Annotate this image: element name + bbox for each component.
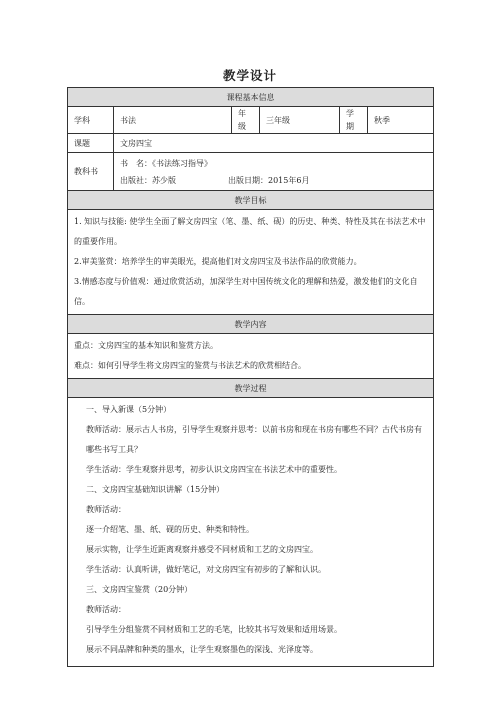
textbook-label: 教科书 — [68, 153, 114, 191]
subject-value: 书法 — [114, 107, 232, 134]
content-header: 教学内容 — [68, 315, 434, 334]
content-item: 难点：如何引导学生将文房四宝的鉴赏与书法艺术的欣赏相结合。 — [74, 361, 306, 370]
process-item: 逐一介绍笔、墨、纸、砚的历史、种类和特性。 — [86, 525, 254, 534]
objective-item: 3.情感态度与价值观：通过欣赏活动，加深学生对中国传统文化的理解和热爱，激发他们的文化自信。 — [74, 277, 418, 306]
grade-label: 年级 — [232, 107, 260, 134]
term-value: 秋季 — [368, 107, 434, 134]
objective-item: 2.审美鉴赏：培养学生的审美眼光，提高他们对文房四宝及书法作品的欣赏能力。 — [74, 257, 362, 266]
process-section-title: 三、文房四宝鉴赏（20分钟） — [86, 585, 193, 594]
subject-label: 学科 — [68, 107, 114, 134]
objectives-header: 教学目标 — [68, 191, 434, 210]
textbook-info — [114, 153, 434, 191]
process-section-title: 二、文房四宝基础知识讲解（15分钟） — [86, 485, 225, 494]
topic-label: 课题 — [68, 134, 114, 153]
textbook-publisher: 出版社：苏少版 — [120, 175, 176, 185]
process-item: 教师活动： — [86, 605, 126, 614]
process-section-title: 一、导入新课（5分钟） — [86, 405, 172, 414]
process-item: 展示实物，让学生近距离观察并感受不同材质和工艺的文房四宝。 — [86, 545, 318, 554]
objectives-cell — [68, 210, 434, 315]
process-item: 引导学生分组鉴赏不同材质和工艺的毛笔，比较其书写效果和适用场景。 — [86, 625, 342, 634]
textbook-pub-date: 出版日期：2015年6月 — [228, 175, 310, 185]
textbook-name: 书 名：《书法练习指导》 — [120, 158, 212, 168]
basic-info-header: 课程基本信息 — [68, 88, 434, 107]
term-label: 学期 — [340, 107, 368, 134]
process-item: 展示不同品牌和种类的墨水，让学生观察墨色的深浅、光泽度等。 — [86, 645, 318, 654]
topic-value: 文房四宝 — [114, 134, 434, 153]
process-item: 教师活动：展示古人书房，引导学生观察并思考：以前书房和现在书房有哪些不同？古代书房有哪些书写工具？ — [86, 425, 422, 454]
textbook-publisher-row — [120, 174, 427, 187]
process-header: 教学过程 — [68, 379, 434, 398]
process-item: 学生活动：认真听讲，做好笔记，对文房四宝有初步的了解和认识。 — [86, 565, 326, 574]
content-item: 重点：文房四宝的基本知识和鉴赏方法。 — [74, 341, 218, 350]
objective-item: 1. 知识与技能: 使学生全面了解文房四宝（笔、墨、纸、砚）的历史、种类、特性及其在书法艺术中的重要作用。 — [74, 217, 426, 246]
process-item: 教师活动： — [86, 505, 126, 514]
page-title: 教学设计 — [222, 68, 277, 83]
process-item: 学生活动：学生观察并思考，初步认识文房四宝在书法艺术中的重要性。 — [86, 465, 342, 474]
grade-value: 三年级 — [260, 107, 340, 134]
lesson-plan-table — [67, 87, 434, 667]
content-cell — [68, 334, 434, 379]
process-cell — [68, 398, 434, 667]
